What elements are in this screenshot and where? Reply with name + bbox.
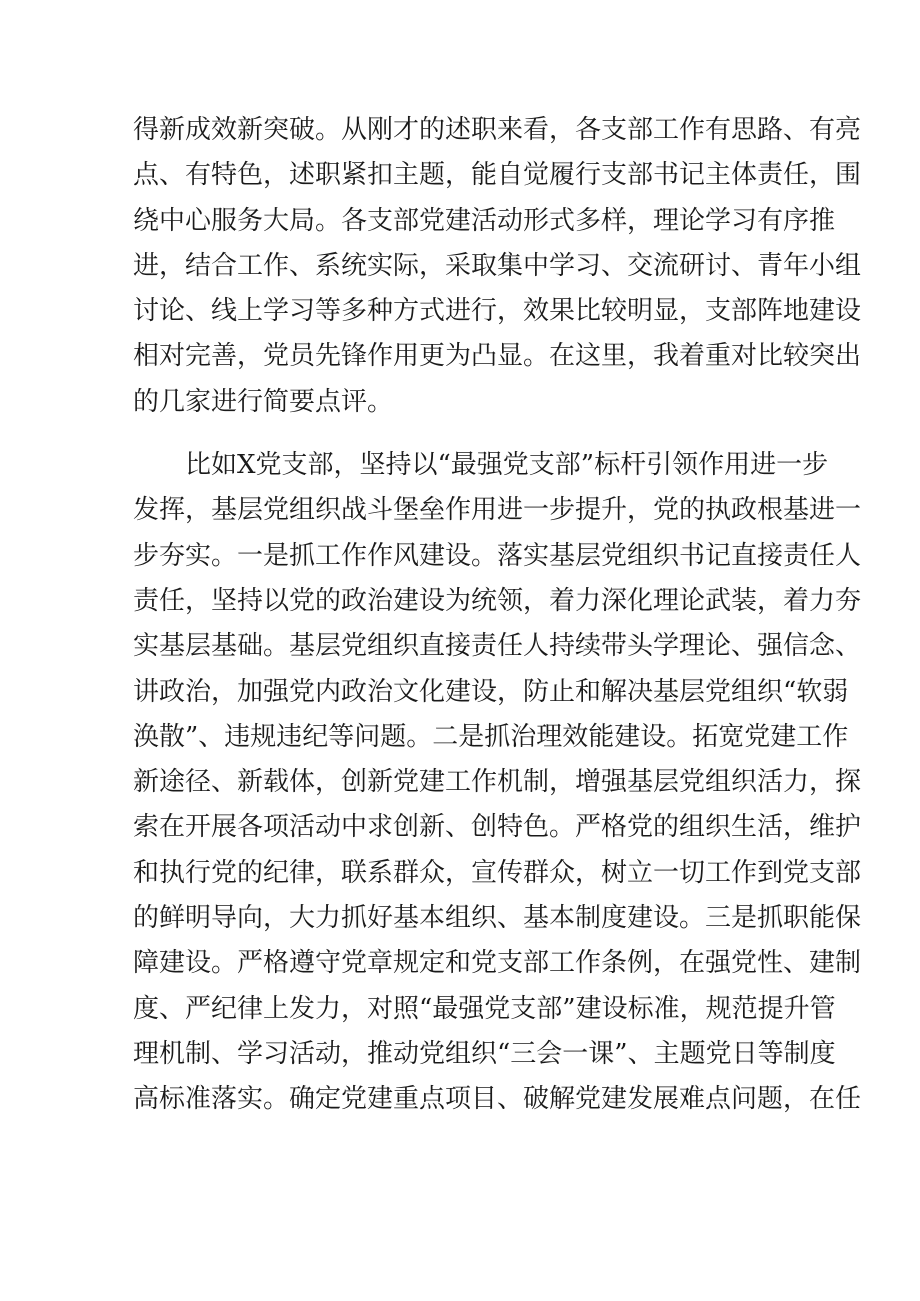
text-line: 步夯实。一是抓工作作风建设。落实基层党组织书记直接责任人 — [133, 540, 862, 571]
text-line: 理机制、学习活动，推动党组织“三会一课”、主题党日等制度 — [133, 1038, 836, 1069]
text-line: 高标准落实。确定党建重点项目、破解党建发展难点问题，在任 — [133, 1084, 862, 1115]
text-line: 的几家进行简要点评。 — [133, 386, 394, 417]
text-line: 绕中心服务大局。各支部党建活动形式多样，理论学习有序推 — [133, 205, 836, 236]
text-line: 实基层基础。基层党组织直接责任人持续带头学理论、强信念、 — [133, 631, 862, 662]
document-body — [133, 108, 862, 1123]
paragraph-spacer — [133, 425, 793, 443]
text-line: 度、严纪律上发力，对照“最强党支部”建设标准，规范提升管 — [133, 993, 836, 1024]
text-line: 发挥，基层党组织战斗堡垒作用进一步提升，党的执政根基进一 — [133, 495, 862, 526]
text-line: 比如X党支部，坚持以“最强党支部”标杆引领作用进一步 — [185, 450, 829, 481]
text-line: 新途径、新载体，创新党建工作机制，增强基层党组织活力，探 — [133, 767, 862, 798]
paragraph-1 — [133, 108, 862, 425]
text-line: 相对完善，党员先锋作用更为凸显。在这里，我着重对比较突出 — [133, 341, 862, 372]
text-line: 讲政治，加强党内政治文化建设，防止和解决基层党组织“软弱 — [133, 676, 849, 707]
text-line: 索在开展各项活动中求创新、创特色。严格党的组织生活，维护 — [133, 812, 862, 843]
text-line: 得新成效新突破。从刚才的述职来看，各支部工作有思路、有亮 — [133, 115, 862, 145]
text-line: 和执行党的纪律，联系群众，宣传群众，树立一切工作到党支部 — [133, 857, 862, 888]
text-line: 进，结合工作、系统实际，采取集中学习、交流研讨、青年小组 — [133, 250, 862, 281]
text-line: 点、有特色，述职紧扣主题，能自觉履行支部书记主体责任，围 — [133, 160, 862, 191]
text-line: 的鲜明导向，大力抓好基本组织、基本制度建设。三是抓职能保 — [133, 903, 862, 934]
text-line: 涣散”、违规违纪等问题。二是抓治理效能建设。拓宽党建工作 — [133, 721, 849, 752]
text-line: 责任，坚持以党的政治建设为统领，着力深化理论武装，着力夯 — [133, 585, 862, 616]
text-line: 讨论、线上学习等多种方式进行，效果比较明显，支部阵地建设 — [133, 296, 862, 327]
paragraph-2 — [133, 443, 862, 1122]
text-line: 障建设。严格遵守党章规定和党支部工作条例，在强党性、建制 — [133, 948, 862, 979]
